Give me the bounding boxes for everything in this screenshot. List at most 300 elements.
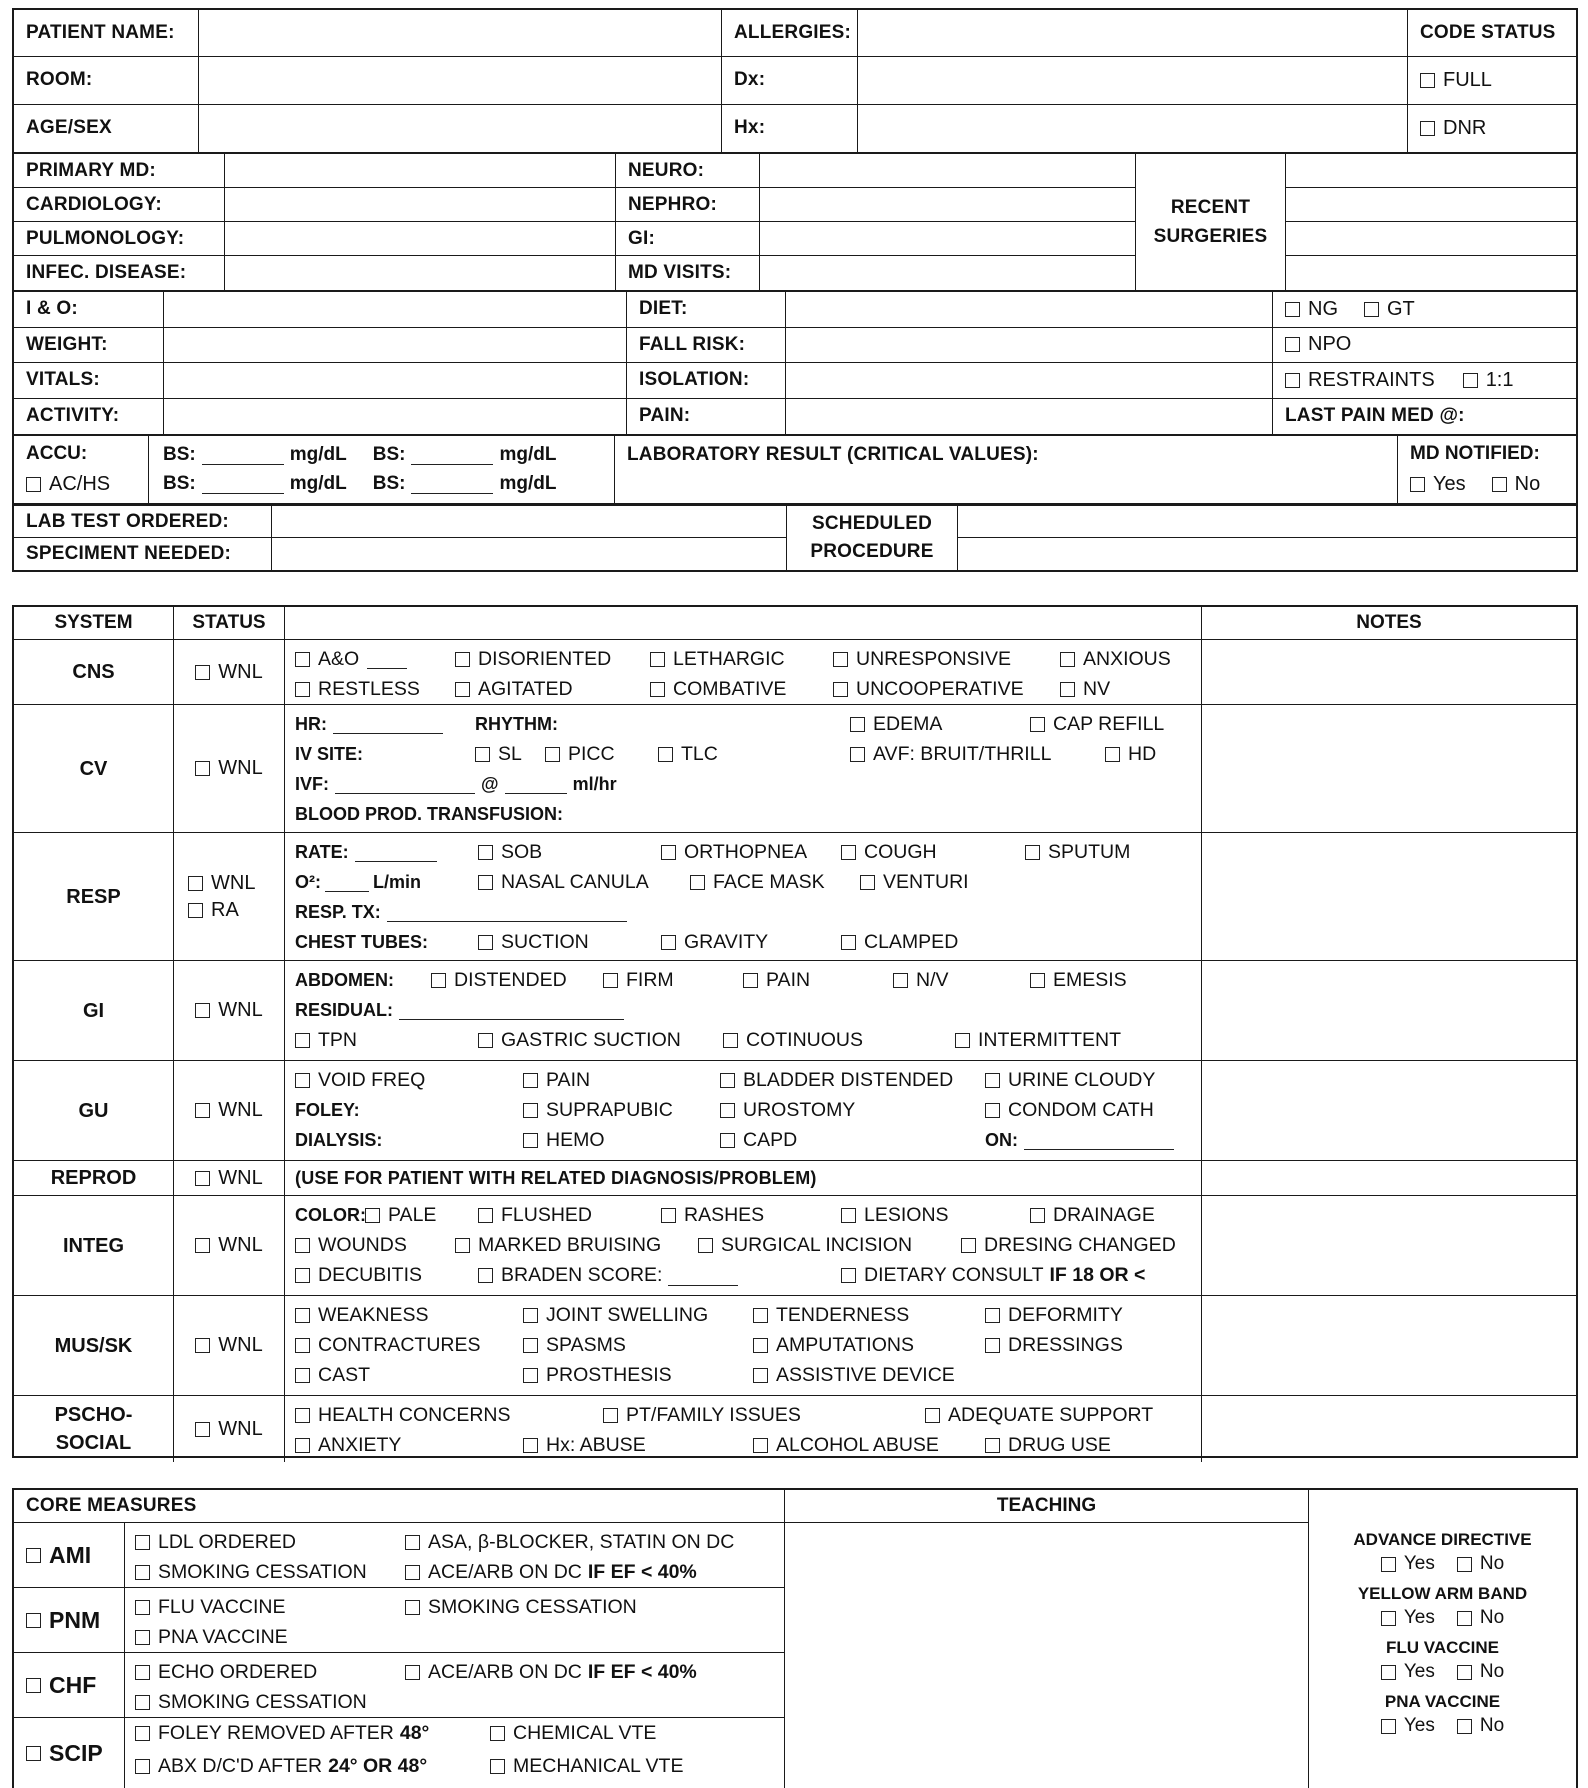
integ-findings <box>285 1196 1202 1296</box>
checkbox-icon <box>295 1408 310 1423</box>
mechanical-vte-checkbox[interactable]: MECHANICAL VTE <box>490 1755 683 1778</box>
cns-wnl-checkbox[interactable]: WNL <box>174 640 285 705</box>
drainage-checkbox[interactable]: DRAINAGE <box>1030 1204 1155 1227</box>
weight-label: WEIGHT: <box>14 328 164 364</box>
teaching-header: TEACHING <box>785 1490 1309 1523</box>
ivf-label: IVF: @ ml/hr <box>295 773 617 794</box>
speciment-needed-field[interactable] <box>272 538 787 570</box>
pna-yes[interactable]: Yes <box>1381 1715 1435 1737</box>
dx-field[interactable] <box>858 57 1408 104</box>
checkbox-icon <box>1492 477 1507 492</box>
lab-test-ordered-label: LAB TEST ORDERED: <box>14 506 272 538</box>
avf-checkbox[interactable]: AVF: BRUIT/THRILL <box>850 743 1051 766</box>
checkbox-icon <box>985 1103 1000 1118</box>
md-visits-label: MD VISITS: <box>616 256 760 290</box>
on-blank[interactable] <box>1024 1131 1174 1150</box>
checkbox-icon <box>1381 1611 1396 1626</box>
psycho-findings <box>285 1396 1202 1462</box>
checkbox-icon <box>841 935 856 950</box>
drug-use-checkbox[interactable]: DRUG USE <box>985 1434 1111 1457</box>
gastric-suction-checkbox[interactable]: GASTRIC SUCTION <box>478 1029 681 1052</box>
checkbox-icon <box>720 1133 735 1148</box>
sputum-checkbox[interactable]: SPUTUM <box>1025 841 1130 864</box>
nephro-label: NEPHRO: <box>616 188 760 222</box>
chf-checkbox[interactable]: CHF <box>14 1653 125 1718</box>
pna-vaccine-label: PNA VACCINE <box>1384 1692 1501 1711</box>
gu-pain-checkbox[interactable]: PAIN <box>523 1069 590 1092</box>
chemical-vte-checkbox[interactable]: CHEMICAL VTE <box>490 1722 656 1745</box>
checkbox-icon <box>753 1438 768 1453</box>
residual-blank[interactable] <box>399 1001 624 1020</box>
allergies-label: ALLERGIES: <box>722 10 858 57</box>
checkbox-icon <box>661 1208 676 1223</box>
abdomen-label: ABDOMEN: <box>295 969 394 990</box>
recent-surgery-field[interactable] <box>1286 222 1576 256</box>
pna-vaccine-checkbox[interactable]: PNA VACCINE <box>135 1626 288 1649</box>
checkbox-icon <box>720 1103 735 1118</box>
gu-wnl-checkbox[interactable]: WNL <box>174 1061 285 1161</box>
teaching-field[interactable] <box>785 1523 1309 1788</box>
mussk-notes[interactable] <box>1202 1296 1576 1396</box>
checkbox-icon <box>478 1033 493 1048</box>
contractures-checkbox[interactable]: CONTRACTURES <box>295 1334 481 1357</box>
ng-checkbox[interactable]: NG <box>1285 298 1338 321</box>
weakness-checkbox[interactable]: WEAKNESS <box>295 1304 429 1327</box>
psycho-notes[interactable] <box>1202 1396 1576 1462</box>
npo-checkbox[interactable]: NPO <box>1273 328 1576 364</box>
vitals-label: VITALS: <box>14 363 164 399</box>
recent-surgery-field[interactable] <box>1286 154 1576 188</box>
lesions-checkbox[interactable]: LESIONS <box>841 1204 949 1227</box>
checkbox-icon <box>195 1338 210 1353</box>
reprod-wnl-checkbox[interactable]: WNL <box>174 1161 285 1196</box>
checkbox-icon <box>925 1408 940 1423</box>
hx-label: Hx: <box>722 105 858 152</box>
clamped-checkbox[interactable]: CLAMPED <box>841 931 958 954</box>
checkbox-icon <box>1025 845 1040 860</box>
activity-label: ACTIVITY: <box>14 399 164 435</box>
accu-cell <box>14 436 149 504</box>
mussk-wnl-checkbox[interactable]: WNL <box>174 1296 285 1396</box>
urostomy-checkbox[interactable]: UROSTOMY <box>720 1099 855 1122</box>
checkbox-icon <box>658 747 673 762</box>
one-to-one-checkbox[interactable]: 1:1 <box>1463 369 1514 392</box>
gu-notes[interactable] <box>1202 1061 1576 1161</box>
infec-disease-field[interactable] <box>225 256 616 290</box>
isolation-label: ISOLATION: <box>627 363 786 399</box>
checkbox-icon <box>478 845 493 860</box>
isolation-field[interactable] <box>786 363 1273 399</box>
health-concerns-checkbox[interactable]: HEALTH CONCERNS <box>295 1404 511 1427</box>
agitated-checkbox[interactable]: AGITATED <box>455 678 573 701</box>
checkbox-icon <box>1381 1557 1396 1572</box>
infec-disease-label: INFEC. DISEASE: <box>14 256 225 290</box>
activity-field[interactable] <box>164 399 627 435</box>
pnm-checkbox[interactable]: PNM <box>14 1588 125 1653</box>
rashes-checkbox[interactable]: RASHES <box>661 1204 764 1227</box>
restless-checkbox[interactable]: RESTLESS <box>295 678 420 701</box>
uncooperative-checkbox[interactable]: UNCOOPERATIVE <box>833 678 1024 701</box>
venturi-checkbox[interactable]: VENTURI <box>860 871 969 894</box>
checkbox-icon <box>1457 1719 1472 1734</box>
checkbox-icon <box>523 1308 538 1323</box>
restraints-checkbox[interactable]: RESTRAINTS <box>1285 369 1435 392</box>
braden-score-checkbox[interactable]: BRADEN SCORE: <box>478 1264 738 1287</box>
bs-blank[interactable] <box>411 474 493 494</box>
fall-risk-label: FALL RISK: <box>627 328 786 364</box>
scheduled-procedure-label: SCHEDULED PROCEDURE <box>787 506 958 570</box>
resp-status <box>174 833 285 961</box>
ao-checkbox[interactable]: A&O <box>295 648 407 671</box>
ivf-rate-blank[interactable] <box>505 775 567 794</box>
checkbox-icon <box>26 1746 41 1761</box>
md-notified-cell <box>1398 436 1576 504</box>
intermittent-checkbox[interactable]: INTERMITTENT <box>955 1029 1121 1052</box>
flag-group <box>1353 1530 1531 1737</box>
nv-checkbox[interactable]: NV <box>1060 678 1110 701</box>
checkbox-icon <box>475 747 490 762</box>
capd-checkbox[interactable]: CAPD <box>720 1129 797 1152</box>
checkbox-icon <box>1030 1208 1045 1223</box>
gi-wnl-checkbox[interactable]: WNL <box>174 961 285 1061</box>
checkbox-icon <box>1457 1665 1472 1680</box>
reprod-notes[interactable] <box>1202 1161 1576 1196</box>
distended-checkbox[interactable]: DISTENDED <box>431 969 567 992</box>
flu-vaccine-label: FLU VACCINE <box>1385 1638 1499 1657</box>
iv-site-label: IV SITE: <box>295 743 364 764</box>
systems-table <box>12 605 1578 1458</box>
tenderness-checkbox[interactable]: TENDERNESS <box>753 1304 909 1327</box>
io-field[interactable] <box>164 292 627 328</box>
cap-refill-checkbox[interactable]: CAP REFILL <box>1030 713 1164 736</box>
gi-md-label: GI: <box>616 222 760 256</box>
notes-column-header: NOTES <box>1202 607 1576 640</box>
anxious-checkbox[interactable]: ANXIOUS <box>1060 648 1171 671</box>
face-mask-checkbox[interactable]: FACE MASK <box>690 871 825 894</box>
cv-notes[interactable] <box>1202 705 1576 833</box>
gt-checkbox[interactable]: GT <box>1364 298 1415 321</box>
ami-acearb-checkbox[interactable]: ACE/ARB ON DC IF EF < 40% <box>405 1561 697 1584</box>
bs-blank[interactable] <box>202 445 284 465</box>
age-sex-field[interactable] <box>199 105 722 152</box>
foley-removed-checkbox[interactable]: FOLEY REMOVED AFTER 48° <box>135 1722 429 1745</box>
asa-checkbox[interactable]: ASA, β-BLOCKER, STATIN ON DC <box>405 1531 734 1554</box>
cast-checkbox[interactable]: CAST <box>295 1364 370 1387</box>
core-measures-block <box>12 1488 1578 1788</box>
hx-field[interactable] <box>858 105 1408 152</box>
checkbox-icon <box>743 973 758 988</box>
ami-smoking-checkbox[interactable]: SMOKING CESSATION <box>135 1561 367 1584</box>
md-notified-no[interactable]: No <box>1492 473 1541 496</box>
allergies-field[interactable] <box>858 10 1408 57</box>
patient-flags <box>1309 1490 1576 1788</box>
gravity-checkbox[interactable]: GRAVITY <box>661 931 768 954</box>
family-issues-checkbox[interactable]: PT/FAMILY ISSUES <box>603 1404 801 1427</box>
ami-checkbox[interactable]: AMI <box>14 1523 125 1588</box>
checkbox-icon <box>1060 652 1075 667</box>
system-reprod: REPROD <box>14 1161 174 1196</box>
nv-gi-checkbox[interactable]: N/V <box>893 969 949 992</box>
code-status-label: CODE STATUS <box>1408 10 1576 57</box>
dressing-changed-checkbox[interactable]: DRESING CHANGED <box>961 1234 1176 1257</box>
ng-gt-cell <box>1273 292 1576 328</box>
neuro-field[interactable] <box>760 154 1136 188</box>
sob-checkbox[interactable]: SOB <box>478 841 542 864</box>
resp-tx-blank[interactable] <box>387 903 627 922</box>
core-measures-title: CORE MEASURES <box>14 1490 785 1523</box>
md-visits-field[interactable] <box>760 256 1136 290</box>
edema-checkbox[interactable]: EDEMA <box>850 713 942 736</box>
pain-label: PAIN: <box>627 399 786 435</box>
recent-surgery-field[interactable] <box>1286 256 1576 290</box>
adequate-support-checkbox[interactable]: ADEQUATE SUPPORT <box>925 1404 1153 1427</box>
flushed-checkbox[interactable]: FLUSHED <box>478 1204 592 1227</box>
scip-checkbox[interactable]: SCIP <box>14 1718 125 1788</box>
unresponsive-checkbox[interactable]: UNRESPONSIVE <box>833 648 1011 671</box>
advance-directive-label: ADVANCE DIRECTIVE <box>1353 1530 1532 1549</box>
checkbox-icon <box>195 1103 210 1118</box>
ami-measures <box>125 1523 785 1588</box>
diet-field[interactable] <box>786 292 1273 328</box>
combative-checkbox[interactable]: COMBATIVE <box>650 678 786 701</box>
system-cv: CV <box>14 705 174 833</box>
labs-block <box>12 504 1578 572</box>
ivf-blank[interactable] <box>335 775 475 794</box>
orthopnea-checkbox[interactable]: ORTHOPNEA <box>661 841 807 864</box>
io-label: I & O: <box>14 292 164 328</box>
accu-label: ACCU: <box>26 443 88 465</box>
hemo-checkbox[interactable]: HEMO <box>523 1129 605 1152</box>
checkbox-icon <box>405 1600 420 1615</box>
dietary-consult-checkbox[interactable]: DIETARY CONSULT IF 18 OR < <box>841 1264 1145 1287</box>
system-gu: GU <box>14 1061 174 1161</box>
checkbox-icon <box>523 1073 538 1088</box>
lethargic-checkbox[interactable]: LETHARGIC <box>650 648 785 671</box>
checkbox-icon <box>850 717 865 732</box>
checkbox-icon <box>135 1759 150 1774</box>
flu-yes[interactable]: Yes <box>1381 1661 1435 1683</box>
checkbox-icon <box>135 1600 150 1615</box>
bs-row: BS: mg/dL BS: mg/dL <box>163 473 557 495</box>
checkbox-icon <box>661 935 676 950</box>
gi-notes[interactable] <box>1202 961 1576 1061</box>
checkbox-icon <box>295 1308 310 1323</box>
checkbox-icon <box>135 1535 150 1550</box>
picc-checkbox[interactable]: PICC <box>545 743 615 766</box>
checkbox-icon <box>955 1033 970 1048</box>
chf-measures <box>125 1653 785 1718</box>
disoriented-checkbox[interactable]: DISORIENTED <box>455 648 611 671</box>
anxiety-checkbox[interactable]: ANXIETY <box>295 1434 401 1457</box>
resp-wnl-checkbox[interactable]: WNL <box>188 872 284 895</box>
checkbox-icon <box>1420 121 1435 136</box>
checkbox-icon <box>295 652 310 667</box>
checkbox-icon <box>833 652 848 667</box>
suprapubic-checkbox[interactable]: SUPRAPUBIC <box>523 1099 673 1122</box>
checkbox-icon <box>603 973 618 988</box>
decubitis-checkbox[interactable]: DECUBITIS <box>295 1264 422 1287</box>
checkbox-icon <box>195 761 210 776</box>
sl-checkbox[interactable]: SL <box>475 743 522 766</box>
bs-blank[interactable] <box>202 474 284 494</box>
system-integ: INTEG <box>14 1196 174 1296</box>
fall-risk-field[interactable] <box>786 328 1273 364</box>
advance-yes[interactable]: Yes <box>1381 1553 1435 1575</box>
physicians-block <box>12 152 1578 292</box>
weight-field[interactable] <box>164 328 627 364</box>
checkbox-icon <box>1285 302 1300 317</box>
cns-notes[interactable] <box>1202 640 1576 705</box>
nasal-canula-checkbox[interactable]: NASAL CANULA <box>478 871 649 894</box>
chf-smoking-checkbox[interactable]: SMOKING CESSATION <box>135 1691 367 1714</box>
pain-field[interactable] <box>786 399 1273 435</box>
cotinuous-checkbox[interactable]: COTINUOUS <box>723 1029 863 1052</box>
rate-blank[interactable] <box>355 843 437 862</box>
joint-swelling-checkbox[interactable]: JOINT SWELLING <box>523 1304 708 1327</box>
spasms-checkbox[interactable]: SPASMS <box>523 1334 626 1357</box>
lab-test-ordered-field[interactable] <box>272 506 787 538</box>
patient-name-field[interactable] <box>199 10 722 57</box>
echo-checkbox[interactable]: ECHO ORDERED <box>135 1661 317 1684</box>
pnm-smoking-checkbox[interactable]: SMOKING CESSATION <box>405 1596 637 1619</box>
deformity-checkbox[interactable]: DEFORMITY <box>985 1304 1123 1327</box>
accu-block <box>12 434 1578 506</box>
wounds-checkbox[interactable]: WOUNDS <box>295 1234 407 1257</box>
cough-checkbox[interactable]: COUGH <box>841 841 937 864</box>
pale-checkbox[interactable]: PALE <box>365 1204 436 1227</box>
checkbox-icon <box>1381 1665 1396 1680</box>
achs-checkbox[interactable]: AC/HS <box>26 473 136 496</box>
gi-pain-checkbox[interactable]: PAIN <box>743 969 810 992</box>
suction-checkbox[interactable]: SUCTION <box>478 931 589 954</box>
age-sex-label: AGE/SEX <box>14 105 199 152</box>
flu-vaccine-checkbox[interactable]: FLU VACCINE <box>135 1596 286 1619</box>
pna-no[interactable]: No <box>1457 1715 1504 1737</box>
checkbox-icon <box>135 1726 150 1741</box>
room-field[interactable] <box>199 57 722 104</box>
checkbox-icon <box>26 1548 41 1563</box>
resp-ra-checkbox[interactable]: RA <box>188 899 284 922</box>
reprod-note: (USE FOR PATIENT WITH RELATED DIAGNOSIS/PROBLEM) <box>285 1161 1202 1196</box>
pnm-measures <box>125 1588 785 1653</box>
system-cns: CNS <box>14 640 174 705</box>
urine-cloudy-checkbox[interactable]: URINE CLOUDY <box>985 1069 1155 1092</box>
status-column-header: STATUS <box>174 607 285 640</box>
abx-checkbox[interactable]: ABX D/C'D AFTER 24° OR 48° <box>135 1755 427 1778</box>
nephro-field[interactable] <box>760 188 1136 222</box>
prosthesis-checkbox[interactable]: PROSTHESIS <box>523 1364 672 1387</box>
checkbox-icon <box>195 665 210 680</box>
checkbox-icon <box>985 1338 1000 1353</box>
checkbox-icon <box>295 1368 310 1383</box>
system-gi: GI <box>14 961 174 1061</box>
checkbox-icon <box>985 1308 1000 1323</box>
psycho-wnl-checkbox[interactable]: WNL <box>174 1396 285 1462</box>
checkbox-icon <box>1030 717 1045 732</box>
checkbox-icon <box>295 1438 310 1453</box>
amputations-checkbox[interactable]: AMPUTATIONS <box>753 1334 914 1357</box>
surgical-incision-checkbox[interactable]: SURGICAL INCISION <box>698 1234 912 1257</box>
integ-notes[interactable] <box>1202 1196 1576 1296</box>
vitals-block <box>12 290 1578 436</box>
resp-notes[interactable] <box>1202 833 1576 961</box>
marked-bruising-checkbox[interactable]: MARKED BRUISING <box>455 1234 661 1257</box>
mussk-findings <box>285 1296 1202 1396</box>
rhythm-label: RHYTHM: <box>475 713 558 734</box>
dx-label: Dx: <box>722 57 858 104</box>
condom-cath-checkbox[interactable]: CONDOM CATH <box>985 1099 1154 1122</box>
pulmonology-field[interactable] <box>225 222 616 256</box>
cv-wnl-checkbox[interactable]: WNL <box>174 705 285 833</box>
checkbox-icon <box>650 682 665 697</box>
tlc-checkbox[interactable]: TLC <box>658 743 718 766</box>
flu-no[interactable]: No <box>1457 1661 1504 1683</box>
o2-blank[interactable] <box>325 873 369 892</box>
checkbox-icon <box>833 682 848 697</box>
vitals-field[interactable] <box>164 363 627 399</box>
checkbox-icon <box>1105 747 1120 762</box>
chest-tubes-label: CHEST TUBES: <box>295 931 429 952</box>
color-label: COLOR: <box>295 1204 366 1225</box>
advance-no[interactable]: No <box>1457 1553 1504 1575</box>
restraints-cell <box>1273 363 1576 399</box>
gi-md-field[interactable] <box>760 222 1136 256</box>
bs-blank[interactable] <box>411 445 493 465</box>
full-checkbox[interactable]: FULL <box>1408 57 1576 104</box>
recent-surgery-field[interactable] <box>1286 188 1576 222</box>
alcohol-abuse-checkbox[interactable]: ALCOHOL ABUSE <box>753 1434 939 1457</box>
ldl-checkbox[interactable]: LDL ORDERED <box>135 1531 296 1554</box>
checkbox-icon <box>523 1438 538 1453</box>
bs-cell <box>149 436 615 504</box>
braden-blank[interactable] <box>668 1265 738 1286</box>
md-notified-yes[interactable]: Yes <box>1410 473 1466 496</box>
emesis-checkbox[interactable]: EMESIS <box>1030 969 1127 992</box>
checkbox-icon <box>603 1408 618 1423</box>
firm-checkbox[interactable]: FIRM <box>603 969 674 992</box>
integ-wnl-checkbox[interactable]: WNL <box>174 1196 285 1296</box>
assistive-device-checkbox[interactable]: ASSISTIVE DEVICE <box>753 1364 955 1387</box>
yellow-yes[interactable]: Yes <box>1381 1607 1435 1629</box>
checkbox-icon <box>195 1422 210 1437</box>
hd-checkbox[interactable]: HD <box>1105 743 1156 766</box>
chf-acearb-checkbox[interactable]: ACE/ARB ON DC IF EF < 40% <box>405 1661 697 1684</box>
bladder-distended-checkbox[interactable]: BLADDER DISTENDED <box>720 1069 953 1092</box>
patient-name-label: PATIENT NAME: <box>14 10 199 57</box>
dnr-checkbox[interactable]: DNR <box>1408 105 1576 152</box>
checkbox-icon <box>650 652 665 667</box>
on-label: ON: <box>985 1130 1174 1151</box>
hr-blank[interactable] <box>333 715 443 734</box>
dialysis-label: DIALYSIS: <box>295 1130 383 1151</box>
blood-transfusion-label: BLOOD PROD. TRANSFUSION: <box>295 803 563 824</box>
dressings-checkbox[interactable]: DRESSINGS <box>985 1334 1123 1357</box>
tpn-checkbox[interactable]: TPN <box>295 1029 357 1052</box>
scheduled-procedure-field[interactable] <box>958 538 1576 570</box>
checkbox-icon <box>135 1695 150 1710</box>
checkbox-icon <box>431 973 446 988</box>
primary-md-field[interactable] <box>225 154 616 188</box>
yellow-no[interactable]: No <box>1457 1607 1504 1629</box>
primary-md-label: PRIMARY MD: <box>14 154 225 188</box>
hx-abuse-checkbox[interactable]: Hx: ABUSE <box>523 1434 646 1457</box>
scheduled-procedure-field[interactable] <box>958 506 1576 538</box>
checkbox-icon <box>723 1033 738 1048</box>
checkbox-icon <box>26 1678 41 1693</box>
void-freq-checkbox[interactable]: VOID FREQ <box>295 1069 425 1092</box>
cardiology-field[interactable] <box>225 188 616 222</box>
lab-result-label: LABORATORY RESULT (CRITICAL VALUES): <box>615 436 1398 504</box>
